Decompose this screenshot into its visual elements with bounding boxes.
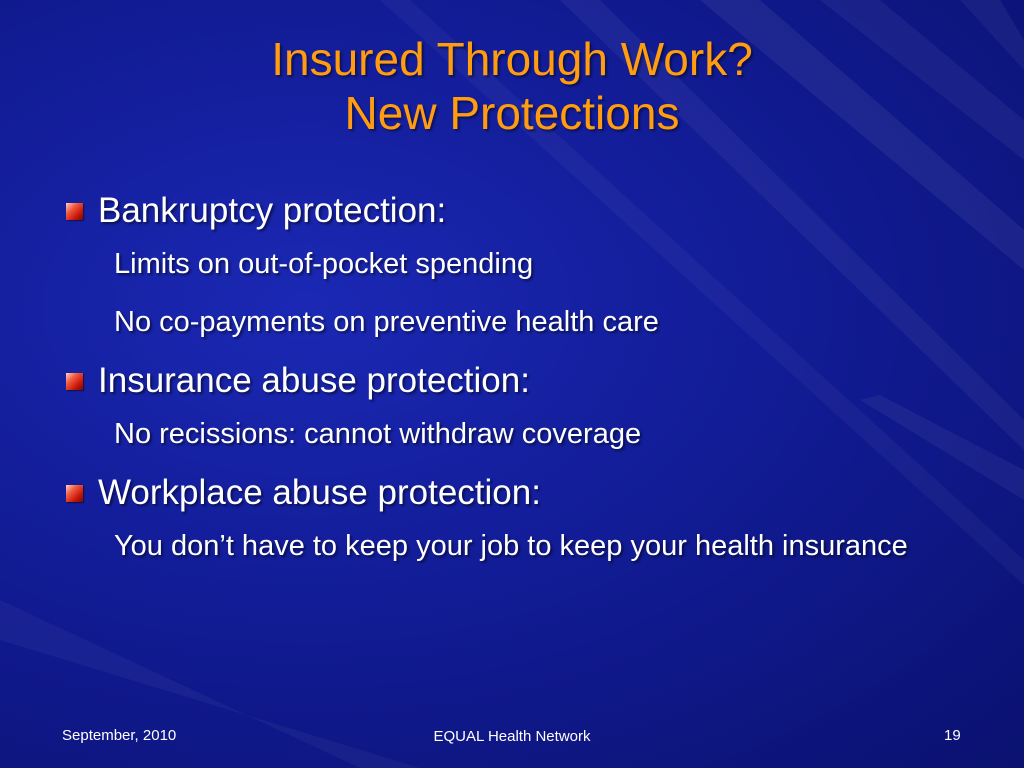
- sub-bullet: No recissions: cannot withdraw coverage: [114, 418, 642, 450]
- bullet-item: [62, 190, 962, 232]
- bullet-label: Insurance abuse protection:: [98, 361, 530, 400]
- square-bullet-icon: [66, 373, 83, 390]
- sub-bullet: Limits on out-of-pocket spending: [114, 248, 534, 280]
- footer-date: September, 2010: [62, 727, 177, 744]
- slide-number: 19: [944, 727, 961, 744]
- bullet-label: Workplace abuse protection:: [98, 473, 541, 512]
- square-bullet-icon: [66, 485, 83, 502]
- sub-bullet: No co-payments on preventive health care: [114, 306, 659, 338]
- square-bullet-icon: [66, 203, 83, 220]
- bullet-list: [62, 190, 962, 564]
- sub-bullet: You don’t have to keep your job to keep your health insurance: [114, 530, 908, 562]
- title-line-2: New Protections: [344, 87, 680, 139]
- bullet-item: [62, 472, 962, 514]
- slide-title: [0, 32, 1024, 140]
- bullet-item: [62, 360, 962, 402]
- title-line-1: Insured Through Work?: [271, 33, 753, 85]
- footer-organization: EQUAL Health Network: [433, 728, 591, 745]
- bullet-label: Bankruptcy protection:: [98, 191, 447, 230]
